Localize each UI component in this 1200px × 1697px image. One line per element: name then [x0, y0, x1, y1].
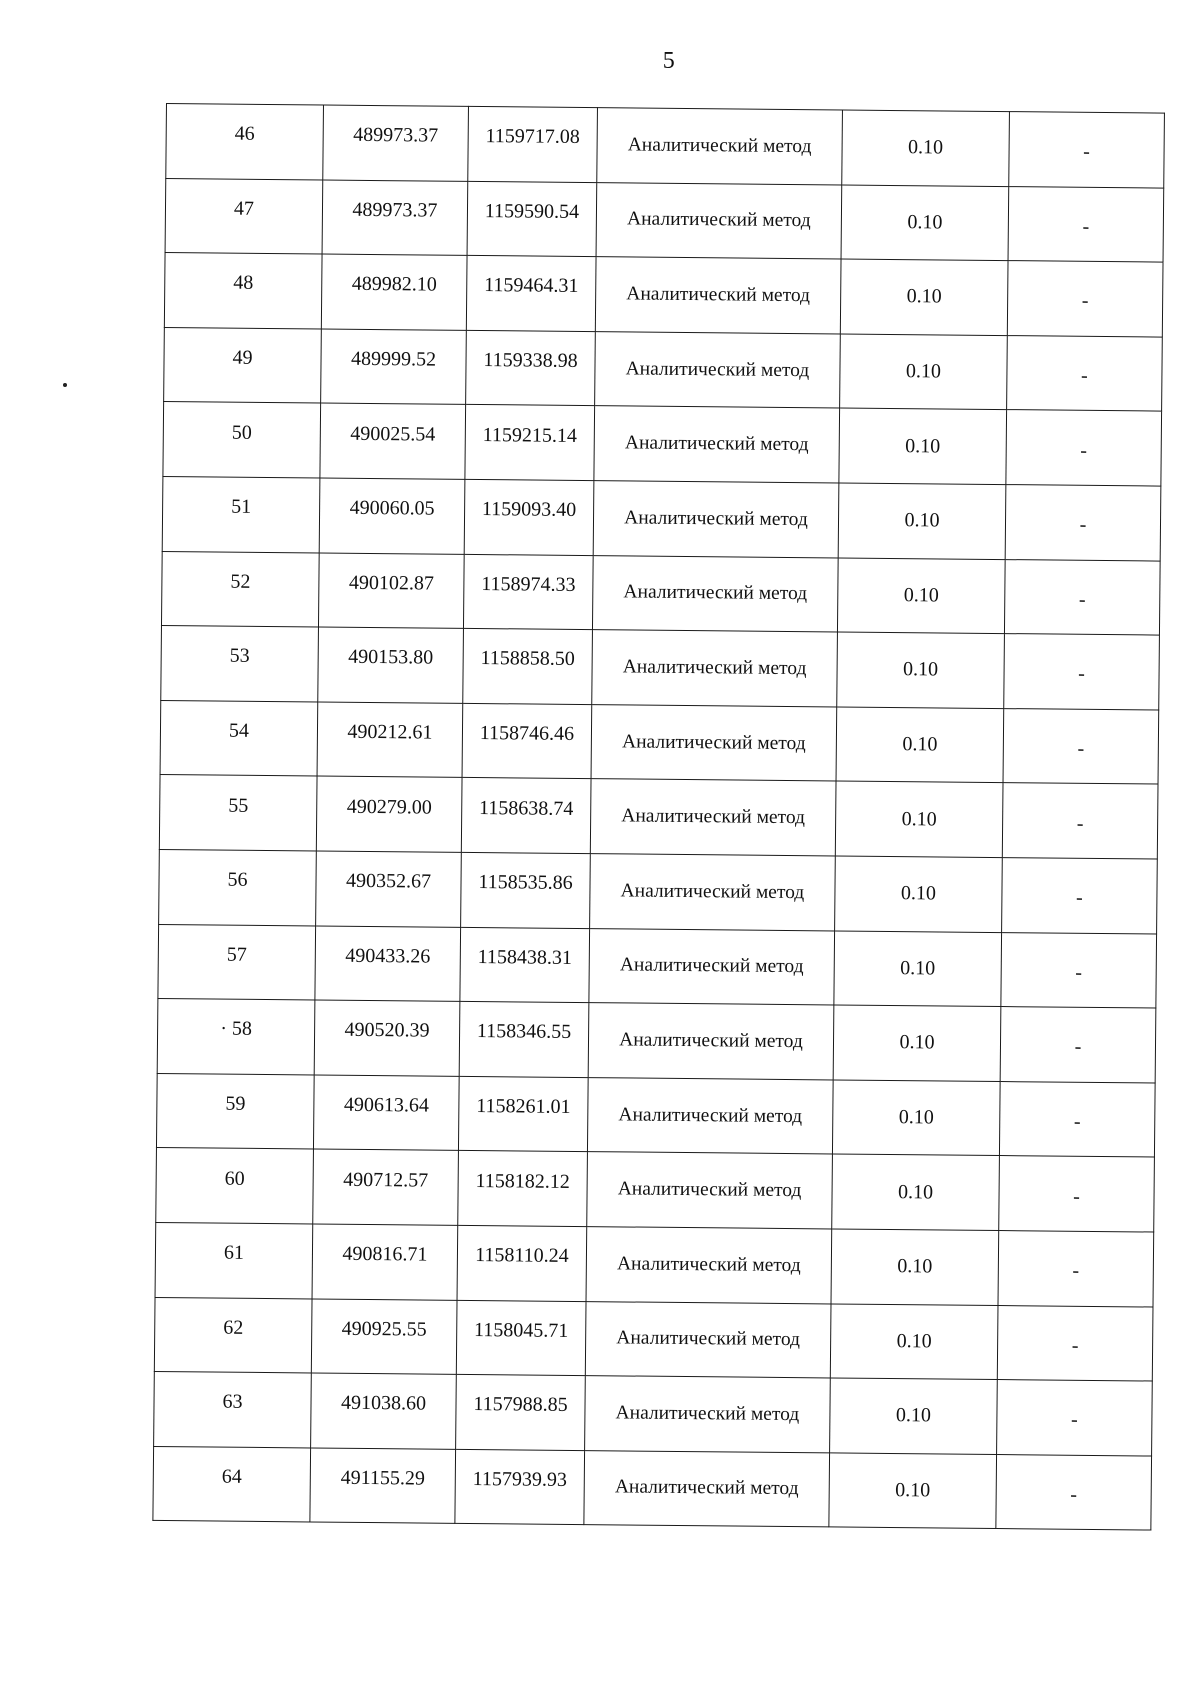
accuracy-cell [839, 408, 1007, 484]
x-coordinate-cell [323, 105, 469, 181]
x-coordinate-value: 491155.29 [340, 1466, 426, 1490]
point-number-value: 54 [228, 719, 250, 742]
accuracy-value: 0.10 [899, 1031, 935, 1054]
note-value: - [1073, 1185, 1080, 1208]
method-value: Аналитический метод [616, 1253, 801, 1276]
table-row [154, 1297, 1153, 1381]
point-number-cell [159, 775, 317, 851]
table-row [162, 476, 1161, 560]
note-cell [1004, 634, 1160, 710]
method-cell [586, 1226, 832, 1303]
x-coordinate-value: 490153.80 [348, 646, 434, 670]
point-number-cell [163, 402, 321, 478]
table-row [153, 1446, 1152, 1530]
method-cell [588, 1003, 834, 1080]
accuracy-cell [832, 1154, 1000, 1230]
point-number-value: 64 [221, 1465, 242, 1488]
point-number-value: 55 [228, 794, 249, 817]
note-cell [997, 1380, 1153, 1456]
x-coordinate-value: 490102.87 [348, 571, 435, 595]
coordinates-table-container [152, 103, 1158, 1531]
note-cell [1000, 1007, 1156, 1083]
accuracy-cell [830, 1303, 998, 1379]
point-number-cell [164, 327, 322, 403]
x-coordinate-cell [319, 478, 465, 554]
y-coordinate-value: 1158638.74 [479, 796, 574, 820]
point-number-value: 57 [226, 943, 247, 966]
point-number-cell [156, 1148, 314, 1224]
x-coordinate-cell [311, 1298, 457, 1374]
note-value: - [1075, 887, 1083, 910]
table-row [158, 924, 1157, 1008]
point-number-cell [157, 999, 315, 1075]
point-number-value: 49 [232, 346, 253, 369]
y-coordinate-value: 1159590.54 [484, 199, 580, 223]
note-cell [999, 1081, 1155, 1157]
point-number-cell [159, 849, 317, 925]
method-value: Аналитический метод [616, 1327, 801, 1351]
x-coordinate-cell [311, 1373, 457, 1449]
x-coordinate-cell [321, 254, 467, 330]
y-coordinate-cell [462, 703, 592, 779]
y-coordinate-cell [468, 106, 598, 182]
accuracy-value: 0.10 [898, 1106, 934, 1129]
method-cell [590, 854, 836, 931]
point-number-value: 53 [229, 645, 250, 668]
x-coordinate-cell [312, 1224, 458, 1300]
x-coordinate-value: 490613.64 [343, 1093, 429, 1117]
note-cell [1005, 485, 1161, 561]
accuracy-cell [835, 781, 1003, 857]
table-row [156, 1148, 1155, 1232]
accuracy-cell [835, 856, 1003, 932]
table-row [154, 1372, 1153, 1456]
x-coordinate-value: 490925.55 [341, 1317, 427, 1341]
note-cell [997, 1305, 1153, 1381]
accuracy-cell [830, 1378, 998, 1454]
x-coordinate-cell [316, 851, 462, 927]
method-value: Аналитический метод [614, 1476, 799, 1500]
note-value: - [1081, 290, 1089, 313]
note-cell [1004, 559, 1160, 635]
x-coordinate-cell [313, 1149, 459, 1225]
y-coordinate-value: 1158261.01 [476, 1095, 571, 1118]
y-coordinate-cell [465, 405, 595, 481]
note-cell [1009, 112, 1165, 188]
note-cell [996, 1454, 1152, 1530]
point-number-cell [160, 700, 318, 776]
y-coordinate-value: 1157988.85 [473, 1393, 568, 1417]
y-coordinate-value: 1158746.46 [479, 722, 575, 745]
x-coordinate-value: 490212.61 [347, 720, 433, 744]
x-coordinate-cell [316, 776, 462, 852]
y-coordinate-cell [463, 554, 593, 630]
method-value: Аналитический метод [623, 581, 808, 605]
accuracy-cell [832, 1080, 1000, 1156]
accuracy-value: 0.10 [902, 658, 939, 681]
x-coordinate-cell [315, 926, 461, 1002]
y-coordinate-value: 1157939.93 [472, 1467, 568, 1491]
y-coordinate-cell [455, 1449, 585, 1525]
table-row [161, 551, 1160, 635]
table-row [155, 1222, 1154, 1306]
x-coordinate-value: 490816.71 [342, 1242, 428, 1266]
x-coordinate-cell [321, 329, 467, 405]
method-cell [597, 108, 843, 185]
method-cell [589, 928, 835, 1005]
y-coordinate-value: 1158182.12 [475, 1169, 570, 1193]
y-coordinate-cell [466, 330, 596, 406]
note-value: - [1072, 1259, 1080, 1283]
method-value: Аналитический метод [621, 805, 806, 829]
accuracy-value: 0.10 [907, 211, 943, 234]
point-number-cell [162, 476, 320, 552]
accuracy-cell [837, 632, 1005, 708]
accuracy-cell [842, 110, 1010, 186]
x-coordinate-cell [318, 553, 464, 629]
note-value: - [1070, 1409, 1078, 1432]
point-number-value: 56 [227, 868, 248, 892]
point-number-cell [161, 626, 319, 702]
y-coordinate-cell [459, 1001, 589, 1077]
x-coordinate-cell [322, 180, 468, 256]
note-value: - [1078, 588, 1086, 611]
note-value: - [1071, 1334, 1079, 1357]
x-coordinate-value: 490060.05 [349, 497, 435, 520]
point-number-cell [154, 1372, 312, 1448]
method-cell [594, 406, 840, 483]
x-coordinate-cell [310, 1448, 456, 1524]
coordinates-table-body [153, 104, 1165, 1531]
point-number-value: 60 [224, 1167, 245, 1190]
point-number-value: 61 [223, 1241, 245, 1265]
method-value: Аналитический метод [627, 134, 812, 157]
table-row [156, 1073, 1155, 1157]
note-value: - [1073, 1110, 1081, 1133]
accuracy-cell [831, 1229, 999, 1305]
accuracy-cell [840, 259, 1008, 335]
method-value: Аналитический метод [626, 208, 811, 232]
table-row [163, 402, 1162, 486]
y-coordinate-value: 1158438.31 [477, 945, 573, 969]
x-coordinate-value: 489982.10 [351, 273, 437, 297]
accuracy-value: 0.10 [906, 285, 942, 308]
point-number-value: 47 [233, 197, 255, 220]
point-number-value: 63 [222, 1390, 243, 1414]
point-number-value: 62 [223, 1316, 244, 1339]
accuracy-cell [837, 558, 1005, 634]
y-coordinate-value: 1158110.24 [475, 1244, 569, 1268]
point-number-cell [164, 253, 322, 329]
y-coordinate-value: 1159093.40 [481, 498, 577, 522]
x-coordinate-cell [320, 403, 466, 479]
note-value: - [1075, 961, 1083, 984]
method-value: Аналитический метод [620, 880, 805, 903]
method-cell [585, 1376, 831, 1453]
accuracy-value: 0.10 [908, 136, 944, 159]
x-coordinate-value: 490520.39 [344, 1019, 430, 1042]
accuracy-value: 0.10 [903, 583, 939, 607]
accuracy-value: 0.10 [900, 956, 936, 980]
x-coordinate-cell [313, 1075, 459, 1151]
y-coordinate-cell [466, 256, 596, 332]
page-number: 5 [662, 48, 676, 74]
x-coordinate-value: 490279.00 [346, 795, 432, 819]
note-cell [1003, 708, 1159, 784]
note-value: - [1077, 737, 1085, 760]
accuracy-value: 0.10 [904, 509, 940, 532]
accuracy-value: 0.10 [897, 1180, 934, 1204]
note-value: - [1076, 812, 1084, 835]
point-number-value: 46 [234, 122, 255, 146]
note-value: - [1080, 439, 1088, 462]
y-coordinate-value: 1158974.33 [481, 572, 576, 596]
method-cell [596, 182, 842, 259]
y-coordinate-cell [458, 1076, 588, 1152]
y-coordinate-cell [463, 629, 593, 705]
note-cell [998, 1230, 1154, 1306]
table-row [159, 849, 1158, 933]
coordinates-table [152, 103, 1165, 1531]
method-value: Аналитический метод [621, 730, 806, 754]
x-coordinate-cell [314, 1000, 460, 1076]
note-cell [999, 1156, 1155, 1232]
y-coordinate-cell [460, 927, 590, 1003]
note-cell [1008, 186, 1164, 262]
point-number-cell [155, 1222, 313, 1298]
y-coordinate-value: 1159338.98 [483, 349, 578, 373]
method-value: Аналитический метод [619, 1029, 803, 1053]
method-cell [585, 1301, 831, 1378]
note-cell [1006, 410, 1162, 486]
y-coordinate-cell [461, 852, 591, 928]
method-value: Аналитический метод [619, 954, 804, 978]
point-number-value: 59 [225, 1092, 246, 1115]
method-cell [595, 257, 841, 334]
x-coordinate-cell [318, 627, 464, 703]
point-number-cell [158, 924, 316, 1000]
point-number-value: 51 [231, 495, 252, 519]
note-cell [1007, 335, 1163, 411]
table-row [165, 178, 1164, 262]
point-number-value: 50 [231, 421, 252, 444]
accuracy-value: 0.10 [895, 1479, 931, 1502]
accuracy-cell [833, 1005, 1001, 1081]
method-value: Аналитический метод [624, 432, 809, 456]
method-cell [592, 555, 838, 632]
accuracy-value: 0.10 [900, 882, 937, 905]
accuracy-cell [834, 930, 1002, 1006]
y-coordinate-value: 1158045.71 [473, 1318, 569, 1342]
y-coordinate-value: 1159717.08 [485, 125, 580, 149]
y-coordinate-cell [456, 1300, 586, 1376]
accuracy-value: 0.10 [896, 1329, 932, 1353]
method-value: Аналитический метод [622, 656, 807, 680]
y-coordinate-value: 1159464.31 [484, 274, 579, 298]
point-number-cell [165, 178, 323, 254]
point-number-cell [166, 104, 324, 180]
note-value: - [1078, 663, 1085, 686]
y-coordinate-cell [456, 1374, 586, 1450]
method-value: Аналитический метод [624, 507, 808, 530]
table-row [166, 104, 1165, 188]
x-coordinate-value: 489973.37 [353, 124, 439, 147]
note-cell [1002, 783, 1158, 859]
note-cell [1001, 932, 1157, 1008]
note-value: - [1082, 215, 1090, 238]
method-cell [587, 1077, 833, 1154]
point-number-value: 52 [230, 570, 251, 593]
point-number-cell [154, 1297, 312, 1373]
method-value: Аналитический метод [617, 1178, 802, 1202]
method-cell [590, 779, 836, 856]
x-coordinate-value: 490025.54 [350, 422, 436, 446]
method-value: Аналитический метод [625, 358, 810, 381]
accuracy-cell [840, 334, 1008, 410]
note-value: - [1070, 1483, 1078, 1506]
y-coordinate-cell [457, 1225, 587, 1301]
method-cell [593, 481, 839, 558]
point-number-value: 48 [233, 272, 254, 295]
y-coordinate-value: 1158535.86 [478, 871, 573, 895]
x-coordinate-value: 490712.57 [343, 1168, 429, 1192]
accuracy-cell [841, 185, 1009, 261]
table-row [159, 775, 1158, 859]
table-row [161, 626, 1160, 710]
y-coordinate-value: 1159215.14 [482, 423, 578, 447]
x-coordinate-value: 489973.37 [352, 198, 438, 222]
y-coordinate-cell [458, 1151, 588, 1227]
point-number-cell [156, 1073, 314, 1149]
point-number-cell [153, 1446, 311, 1522]
x-coordinate-cell [317, 702, 463, 778]
accuracy-value: 0.10 [897, 1255, 933, 1278]
method-cell [592, 630, 838, 707]
accuracy-value: 0.10 [901, 807, 937, 831]
accuracy-value: 0.10 [895, 1404, 932, 1427]
point-number-value: · 58 [220, 1017, 253, 1041]
accuracy-value: 0.10 [902, 733, 938, 756]
x-coordinate-value: 489999.52 [350, 347, 437, 371]
table-row [164, 327, 1163, 411]
note-value: - [1083, 141, 1091, 164]
accuracy-value: 0.10 [905, 360, 942, 383]
method-cell [595, 331, 841, 408]
x-coordinate-value: 490433.26 [345, 944, 431, 968]
note-value: - [1074, 1036, 1082, 1059]
method-cell [584, 1450, 830, 1527]
method-value: Аналитический метод [626, 283, 811, 307]
table-row [164, 253, 1163, 337]
x-coordinate-value: 491038.60 [340, 1392, 427, 1415]
y-coordinate-value: 1158858.50 [480, 647, 575, 671]
note-cell [1007, 261, 1163, 337]
y-coordinate-cell [467, 181, 597, 257]
method-cell [587, 1152, 833, 1229]
point-number-cell [161, 551, 319, 627]
y-coordinate-cell [464, 479, 594, 555]
note-cell [1002, 858, 1158, 934]
table-row [157, 999, 1156, 1083]
accuracy-cell [829, 1453, 997, 1529]
method-value: Аналитический метод [618, 1103, 803, 1127]
accuracy-cell [838, 483, 1006, 559]
x-coordinate-value: 490352.67 [345, 869, 432, 893]
accuracy-cell [836, 707, 1004, 783]
note-value: - [1079, 514, 1087, 537]
table-row [160, 700, 1159, 784]
note-value: - [1080, 364, 1088, 387]
y-coordinate-value: 1158346.55 [476, 1020, 572, 1044]
method-cell [591, 704, 837, 781]
scan-speck [63, 383, 67, 387]
accuracy-value: 0.10 [905, 434, 941, 458]
method-value: Аналитический метод [615, 1402, 800, 1426]
y-coordinate-cell [461, 778, 591, 854]
